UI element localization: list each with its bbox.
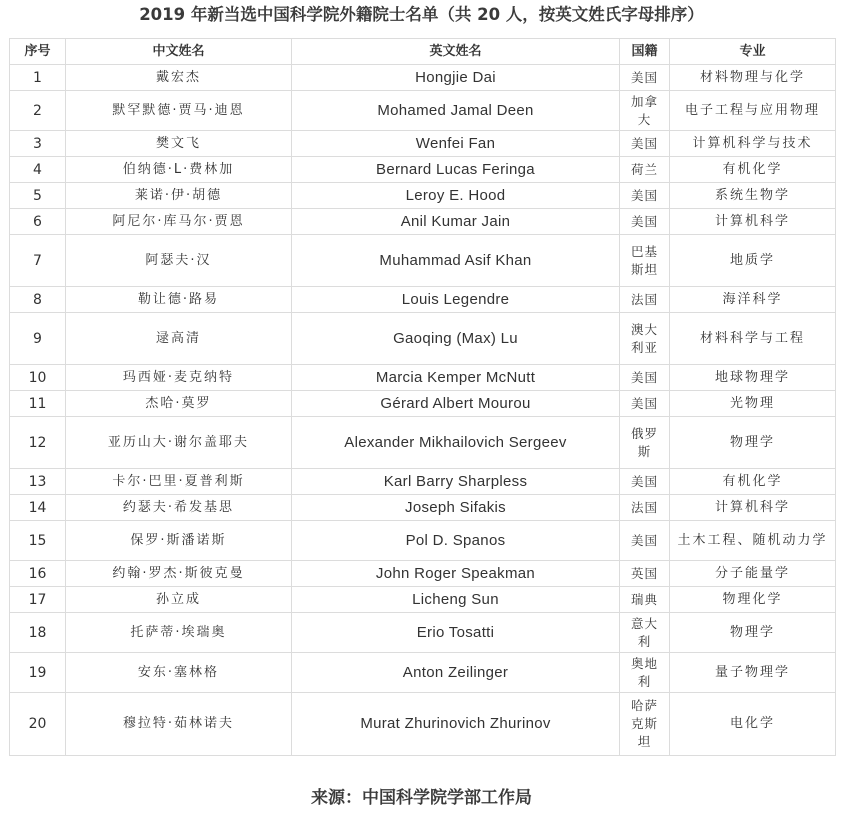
header-major: 专业 <box>670 39 836 65</box>
cell-country: 美国 <box>620 391 670 417</box>
cell-no: 15 <box>10 521 66 561</box>
cell-country: 美国 <box>620 469 670 495</box>
cell-no: 10 <box>10 365 66 391</box>
cell-en-name: Alexander Mikhailovich Sergeev <box>292 417 620 469</box>
cell-major: 地球物理学 <box>670 365 836 391</box>
cell-en-name: Gérard Albert Mourou <box>292 391 620 417</box>
cell-cn-name: 默罕默德·贾马·迪恩 <box>66 91 292 131</box>
cell-cn-name: 玛西娅·麦克纳特 <box>66 365 292 391</box>
cell-cn-name: 托萨蒂·埃瑞奥 <box>66 613 292 653</box>
cell-cn-name: 阿尼尔·库马尔·贾恩 <box>66 209 292 235</box>
cell-major: 物理学 <box>670 613 836 653</box>
cell-cn-name: 安东·塞林格 <box>66 653 292 693</box>
cell-no: 5 <box>10 183 66 209</box>
cell-major: 材料科学与工程 <box>670 313 836 365</box>
cell-no: 9 <box>10 313 66 365</box>
table-row <box>10 653 836 693</box>
cell-country: 加拿大 <box>620 91 670 131</box>
cell-en-name: Marcia Kemper McNutt <box>292 365 620 391</box>
table-row <box>10 495 836 521</box>
cell-en-name: Mohamed Jamal Deen <box>292 91 620 131</box>
header-no: 序号 <box>10 39 66 65</box>
cell-en-name: Bernard Lucas Feringa <box>292 157 620 183</box>
cell-cn-name: 约瑟夫·希发基思 <box>66 495 292 521</box>
cell-major: 分子能量学 <box>670 561 836 587</box>
cell-cn-name: 亚历山大·谢尔盖耶夫 <box>66 417 292 469</box>
header-en-name: 英文姓名 <box>292 39 620 65</box>
table-row <box>10 183 836 209</box>
cell-country: 美国 <box>620 521 670 561</box>
table-row <box>10 521 836 561</box>
cell-country: 美国 <box>620 365 670 391</box>
cell-cn-name: 孙立成 <box>66 587 292 613</box>
cell-country: 巴基斯坦 <box>620 235 670 287</box>
table-row <box>10 235 836 287</box>
cell-no: 8 <box>10 287 66 313</box>
cell-cn-name: 保罗·斯潘诺斯 <box>66 521 292 561</box>
cell-major: 计算机科学 <box>670 495 836 521</box>
cell-country: 法国 <box>620 287 670 313</box>
cell-major: 系统生物学 <box>670 183 836 209</box>
table-row <box>10 587 836 613</box>
cell-country: 美国 <box>620 65 670 91</box>
cell-en-name: Licheng Sun <box>292 587 620 613</box>
cell-no: 13 <box>10 469 66 495</box>
table-header-row <box>10 39 836 65</box>
table-row <box>10 365 836 391</box>
cell-cn-name: 逯高清 <box>66 313 292 365</box>
cell-en-name: Pol D. Spanos <box>292 521 620 561</box>
cell-country: 澳大利亚 <box>620 313 670 365</box>
cell-en-name: Leroy E. Hood <box>292 183 620 209</box>
cell-country: 俄罗斯 <box>620 417 670 469</box>
cell-en-name: Muhammad Asif Khan <box>292 235 620 287</box>
cell-no: 17 <box>10 587 66 613</box>
cell-en-name: Joseph Sifakis <box>292 495 620 521</box>
cell-en-name: Anton Zeilinger <box>292 653 620 693</box>
cell-major: 电化学 <box>670 693 836 756</box>
cell-no: 3 <box>10 131 66 157</box>
cell-major: 有机化学 <box>670 157 836 183</box>
cell-cn-name: 约翰·罗杰·斯彼克曼 <box>66 561 292 587</box>
cell-no: 14 <box>10 495 66 521</box>
cell-country: 美国 <box>620 209 670 235</box>
cell-major: 物理学 <box>670 417 836 469</box>
cell-major: 电子工程与应用物理 <box>670 91 836 131</box>
cell-cn-name: 莱诺·伊·胡德 <box>66 183 292 209</box>
cell-en-name: John Roger Speakman <box>292 561 620 587</box>
cell-no: 6 <box>10 209 66 235</box>
cell-no: 4 <box>10 157 66 183</box>
cell-no: 16 <box>10 561 66 587</box>
cell-major: 物理化学 <box>670 587 836 613</box>
cell-country: 哈萨克斯坦 <box>620 693 670 756</box>
table-row <box>10 469 836 495</box>
cell-major: 计算机科学 <box>670 209 836 235</box>
cell-country: 瑞典 <box>620 587 670 613</box>
table-row <box>10 391 836 417</box>
cell-no: 7 <box>10 235 66 287</box>
cell-en-name: Karl Barry Sharpless <box>292 469 620 495</box>
cell-no: 20 <box>10 693 66 756</box>
cell-no: 11 <box>10 391 66 417</box>
cell-country: 美国 <box>620 131 670 157</box>
cell-country: 荷兰 <box>620 157 670 183</box>
cell-country: 奥地利 <box>620 653 670 693</box>
page-title: 2019 年新当选中国科学院外籍院士名单（共 20 人，按英文姓氏字母排序） <box>139 5 704 24</box>
source-note: 来源：中国科学院学部工作局 <box>311 788 532 808</box>
table-row <box>10 417 836 469</box>
cell-country: 意大利 <box>620 613 670 653</box>
academician-table <box>9 38 836 756</box>
table-row <box>10 613 836 653</box>
table-row <box>10 209 836 235</box>
cell-cn-name: 勒让德·路易 <box>66 287 292 313</box>
cell-no: 12 <box>10 417 66 469</box>
cell-cn-name: 戴宏杰 <box>66 65 292 91</box>
table-row <box>10 287 836 313</box>
cell-major: 海洋科学 <box>670 287 836 313</box>
cell-cn-name: 阿瑟夫·汉 <box>66 235 292 287</box>
cell-major: 材料物理与化学 <box>670 65 836 91</box>
table-row <box>10 157 836 183</box>
cell-major: 量子物理学 <box>670 653 836 693</box>
cell-en-name: Gaoqing (Max) Lu <box>292 313 620 365</box>
cell-major: 地质学 <box>670 235 836 287</box>
table-body <box>10 65 836 756</box>
header-cn-name: 中文姓名 <box>66 39 292 65</box>
cell-no: 19 <box>10 653 66 693</box>
cell-country: 美国 <box>620 183 670 209</box>
cell-en-name: Murat Zhurinovich Zhurinov <box>292 693 620 756</box>
cell-cn-name: 穆拉特·茹林诺夫 <box>66 693 292 756</box>
cell-en-name: Hongjie Dai <box>292 65 620 91</box>
table-row <box>10 131 836 157</box>
cell-major: 土木工程、随机动力学 <box>670 521 836 561</box>
table-row <box>10 91 836 131</box>
table-row <box>10 65 836 91</box>
table-row <box>10 693 836 756</box>
cell-en-name: Erio Tosatti <box>292 613 620 653</box>
cell-country: 法国 <box>620 495 670 521</box>
cell-cn-name: 卡尔·巴里·夏普利斯 <box>66 469 292 495</box>
cell-en-name: Anil Kumar Jain <box>292 209 620 235</box>
cell-no: 2 <box>10 91 66 131</box>
header-country: 国籍 <box>620 39 670 65</box>
table-row <box>10 561 836 587</box>
cell-no: 18 <box>10 613 66 653</box>
cell-no: 1 <box>10 65 66 91</box>
cell-major: 光物理 <box>670 391 836 417</box>
cell-cn-name: 伯纳德·L·费林加 <box>66 157 292 183</box>
cell-country: 英国 <box>620 561 670 587</box>
cell-en-name: Wenfei Fan <box>292 131 620 157</box>
cell-cn-name: 樊文飞 <box>66 131 292 157</box>
table-row <box>10 313 836 365</box>
cell-major: 计算机科学与技术 <box>670 131 836 157</box>
cell-major: 有机化学 <box>670 469 836 495</box>
cell-en-name: Louis Legendre <box>292 287 620 313</box>
cell-cn-name: 杰哈·莫罗 <box>66 391 292 417</box>
